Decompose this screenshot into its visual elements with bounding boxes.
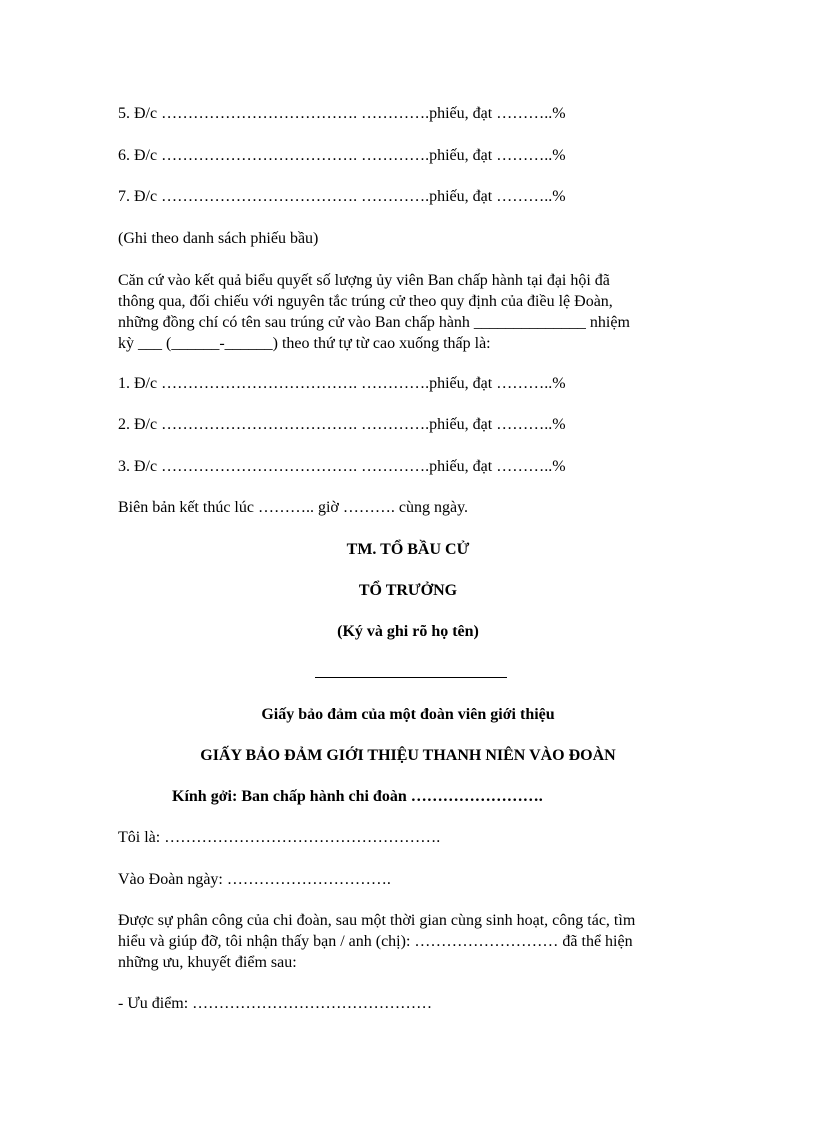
signature-role: TỔ TRƯỞNG xyxy=(358,582,458,599)
basis-paragraph-line: thông qua, đối chiếu với nguyên tắc trúng cử theo quy định của điều lệ Đoàn, xyxy=(118,293,613,310)
addressee-line: Kính gởi: Ban chấp hành chi đoàn ……………………. xyxy=(172,788,543,805)
name-line: Tôi là: ……………………………………………. xyxy=(118,829,441,846)
ballot-note: (Ghi theo danh sách phiếu bầu) xyxy=(118,230,319,247)
basis-paragraph-line: Căn cứ vào kết quả biểu quyết số lượng ủy viên Ban chấp hành tại đại hội đã xyxy=(118,272,610,289)
join-date-line: Vào Đoàn ngày: …………………………. xyxy=(118,871,391,888)
elected-result-line-2: 2. Đ/c ………………………………. ………….phiếu, đạt ………..% xyxy=(118,416,566,433)
strengths-line: - Ưu điểm: ……………………………………… xyxy=(118,995,433,1012)
vote-result-line-5: 5. Đ/c ………………………………. ………….phiếu, đạt ………..% xyxy=(118,105,566,122)
basis-paragraph-line: những đồng chí có tên sau trúng cử vào Ban chấp hành ______________ nhiệm xyxy=(118,314,630,331)
assessment-paragraph-line: hiểu và giúp đỡ, tôi nhận thấy bạn / anh (chị): ……………………… đã thể hiện xyxy=(118,933,633,950)
second-doc-heading: Giấy bảo đảm của một đoàn viên giới thiệu xyxy=(261,706,555,723)
closing-line: Biên bản kết thúc lúc ……….. giờ ………. cùng ngày. xyxy=(118,499,469,516)
assessment-paragraph-line: những ưu, khuyết điểm sau: xyxy=(118,954,297,971)
assessment-paragraph xyxy=(118,910,708,973)
elected-result-line-3: 3. Đ/c ………………………………. ………….phiếu, đạt ………..% xyxy=(118,458,566,475)
vote-result-line-6: 6. Đ/c ………………………………. ………….phiếu, đạt ………..% xyxy=(118,147,566,164)
basis-paragraph-line: kỳ ___ (______-______) theo thứ tự từ cao xuống thấp là: xyxy=(118,335,491,352)
second-doc-title: GIẤY BẢO ĐẢM GIỚI THIỆU THANH NIÊN VÀO ĐOÀN xyxy=(200,747,616,764)
signature-org: TM. TỔ BẦU CỬ xyxy=(346,541,470,558)
assessment-paragraph-line: Được sự phân công của chi đoàn, sau một thời gian cùng sinh hoạt, công tác, tìm xyxy=(118,912,636,929)
signature-instruction: (Ký và ghi rõ họ tên) xyxy=(337,623,479,640)
section-divider xyxy=(315,677,507,678)
elected-result-line-1: 1. Đ/c ………………………………. ………….phiếu, đạt ………..% xyxy=(118,375,566,392)
basis-paragraph xyxy=(118,270,708,354)
vote-result-line-7: 7. Đ/c ………………………………. ………….phiếu, đạt ………..% xyxy=(118,188,566,205)
